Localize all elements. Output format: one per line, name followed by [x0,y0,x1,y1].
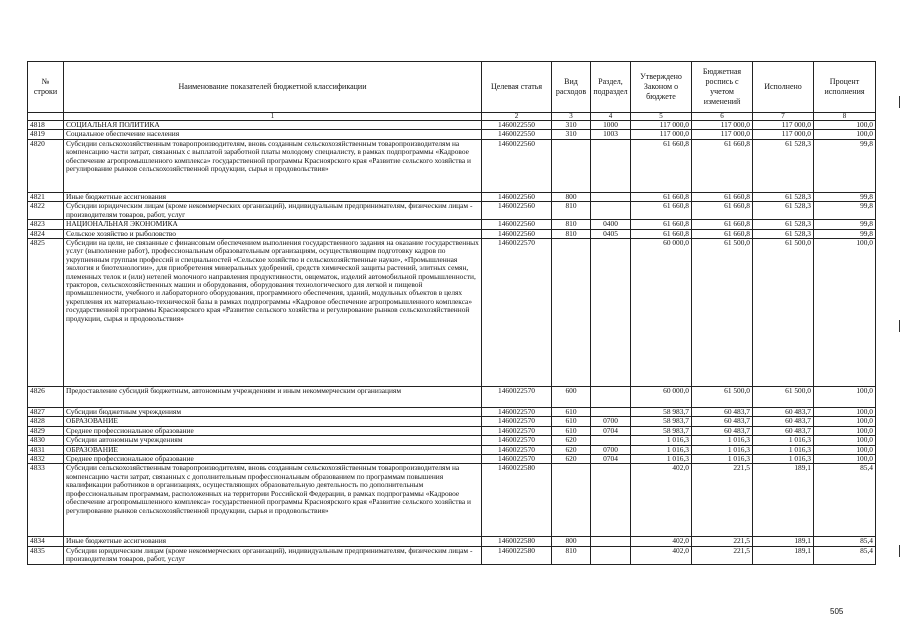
percent-cell: 99,8 [814,220,876,229]
row-number-cell: 4821 [28,192,64,201]
percent-cell: 100,0 [814,387,876,408]
section-cell [591,239,631,387]
table-row [28,537,876,546]
expense-type-cell: 810 [552,229,591,238]
table-row [28,239,876,387]
section-cell: 0400 [591,220,631,229]
budget-table [27,61,876,565]
indicator-name-cell: Сельское хозяйство и рыболовство [64,229,482,238]
section-cell: 1003 [591,130,631,139]
section-cell [591,408,631,417]
approved-amount-cell: 117 000,0 [631,121,692,130]
budget-schedule-cell: 61 660,8 [692,229,753,238]
row-number-cell: 4819 [28,130,64,139]
expense-type-cell: 800 [552,537,591,546]
table-header [28,62,876,121]
section-cell: 0704 [591,455,631,464]
indicator-name-cell: Субсидии на цели, не связанные с финансовым обеспечением выполнения государственного задания на оказание государственных услуг (выполнение работ), профессиональным образовательным организациям, осуществляющим подготовку кадров по укрупненным группам профессий и специальностей «Сельское хозяйство и сельскохозяйственные науки», «Промышленная экология и биотехнологии», для приобретения минеральных удобрений, средств химической защиты растений, элитных семян, племенных телок и (или) нетелей молочного направления продуктивности, овцематок, изделий автомобильной промышленности, тракторов, сельскохозяйственных машин и оборудования, оборудования технологического для легкой и пищевой промышленности, учебного и лабораторного оборудования, программного обеспечения, зданий, модульных объектов в целях укрепления их материально-технической базы в рамках подпрограммы «Кадровое обеспечение агропромышленного комплекса» государственной программы Красноярского края «Развитие сельского хозяйства и регулирование рынков сельскохозяйственной продукции, сырья и продовольствия» [64,239,482,387]
target-article-cell: 1460022580 [482,546,552,564]
section-cell [591,387,631,408]
indicator-name-cell: Субсидии сельскохозяйственным товаропроизводителям, вновь созданным сельскохозяйственным товаропроизводителям на компенсацию части затрат, связанных с выплатой заработной платы молодому специалисту, в рамках подпрограммы «Кадровое обеспечение агропромышленного комплекса» государственной программы Красноярского края «Развитие сельского хозяйства и регулирование рынков сельскохозяйственной продукции, сырья и продовольствия» [64,139,482,192]
target-article-cell: 1460022570 [482,426,552,435]
indicator-name-cell: Субсидии юридическим лицам (кроме некоммерческих организаций), индивидуальным предпринимателям, физическим лицам - производителям товаров, работ, услуг [64,546,482,564]
percent-cell: 100,0 [814,426,876,435]
budget-schedule-cell: 221,5 [692,464,753,537]
target-article-cell: 1460022570 [482,455,552,464]
header-percent: Процент исполнения [814,62,876,113]
column-number: 4 [591,113,631,121]
row-number-cell: 4823 [28,220,64,229]
column-number: 6 [692,113,753,121]
header-target-article: Целевая статья [482,62,552,113]
percent-cell: 85,4 [814,464,876,537]
section-cell [591,464,631,537]
section-cell [591,537,631,546]
expense-type-cell: 610 [552,408,591,417]
percent-cell: 85,4 [814,546,876,564]
table-row [28,229,876,238]
header-section: Раздел, подраздел [591,62,631,113]
budget-schedule-cell: 61 500,0 [692,239,753,387]
percent-cell: 100,0 [814,436,876,445]
approved-amount-cell: 1 016,3 [631,455,692,464]
table-row [28,130,876,139]
budget-schedule-cell: 221,5 [692,537,753,546]
target-article-cell: 1460022570 [482,387,552,408]
table-row [28,139,876,192]
header-row-number: № строки [28,62,64,113]
table-row [28,202,876,220]
section-cell [591,192,631,201]
executed-amount-cell: 117 000,0 [753,121,814,130]
percent-cell: 99,8 [814,139,876,192]
row-number-cell: 4824 [28,229,64,238]
table-row [28,121,876,130]
section-cell [591,139,631,192]
margin-mark [899,320,900,332]
target-article-cell: 1460022550 [482,121,552,130]
approved-amount-cell: 61 660,8 [631,229,692,238]
indicator-name-cell: Среднее профессиональное образование [64,455,482,464]
approved-amount-cell: 61 660,8 [631,139,692,192]
target-article-cell: 1460022560 [482,202,552,220]
target-article-cell: 1460022570 [482,445,552,454]
expense-type-cell: 310 [552,130,591,139]
budget-schedule-cell: 61 500,0 [692,387,753,408]
approved-amount-cell: 402,0 [631,464,692,537]
row-number-cell: 4829 [28,426,64,435]
table-row [28,417,876,426]
column-number: 2 [482,113,552,121]
indicator-name-cell: Субсидии бюджетным учреждениям [64,408,482,417]
expense-type-cell: 310 [552,121,591,130]
target-article-cell: 1460022570 [482,408,552,417]
executed-amount-cell: 60 483,7 [753,408,814,417]
target-article-cell: 1460022580 [482,537,552,546]
row-number-cell: 4822 [28,202,64,220]
expense-type-cell: 600 [552,387,591,408]
column-number: 7 [753,113,814,121]
budget-schedule-cell: 61 660,8 [692,202,753,220]
table-row [28,408,876,417]
executed-amount-cell: 61 528,3 [753,192,814,201]
column-number: 3 [552,113,591,121]
percent-cell: 99,8 [814,202,876,220]
approved-amount-cell: 58 983,7 [631,417,692,426]
percent-cell: 100,0 [814,455,876,464]
budget-schedule-cell: 61 660,8 [692,220,753,229]
indicator-name-cell: Среднее профессиональное образование [64,426,482,435]
target-article-cell: 1460022560 [482,192,552,201]
expense-type-cell: 620 [552,455,591,464]
table-row [28,426,876,435]
page-number: 505 [830,607,844,616]
row-number-cell: 4826 [28,387,64,408]
section-cell: 0704 [591,426,631,435]
percent-cell: 99,8 [814,192,876,201]
table-row [28,387,876,408]
budget-schedule-cell: 61 660,8 [692,139,753,192]
row-number-cell: 4832 [28,455,64,464]
approved-amount-cell: 117 000,0 [631,130,692,139]
executed-amount-cell: 61 528,3 [753,202,814,220]
expense-type-cell [552,139,591,192]
percent-cell: 100,0 [814,408,876,417]
budget-schedule-cell: 61 660,8 [692,192,753,201]
expense-type-cell: 810 [552,220,591,229]
expense-type-cell: 610 [552,417,591,426]
column-number: 5 [631,113,692,121]
indicator-name-cell: Субсидии автономным учреждениям [64,436,482,445]
percent-cell: 100,0 [814,445,876,454]
section-cell [591,436,631,445]
indicator-name-cell: Иные бюджетные ассигнования [64,192,482,201]
budget-schedule-cell: 1 016,3 [692,455,753,464]
row-number-cell: 4833 [28,464,64,537]
budget-schedule-cell: 117 000,0 [692,121,753,130]
approved-amount-cell: 402,0 [631,546,692,564]
approved-amount-cell: 60 000,0 [631,387,692,408]
executed-amount-cell: 1 016,3 [753,445,814,454]
executed-amount-cell: 1 016,3 [753,455,814,464]
table-body [28,121,876,565]
indicator-name-cell: Субсидии сельскохозяйственным товаропроизводителям, вновь созданным сельскохозяйственным товаропроизводителям на компенсацию части затрат, связанных с дополнительным профессиональным образованием по программам повышения квалификации работников в организациях, осуществляющих образовательную деятельность по дополнительным профессиональным программам, расположенных на территории Российской Федерации, в рамках подпрограммы «Кадровое обеспечение агропромышленного комплекса» государственной программы Красноярского края «Развитие сельского хозяйства и регулирование рынков сельскохозяйственной продукции, сырья и продовольствия» [64,464,482,537]
section-cell: 1000 [591,121,631,130]
expense-type-cell [552,464,591,537]
percent-cell: 100,0 [814,121,876,130]
indicator-name-cell: СОЦИАЛЬНАЯ ПОЛИТИКА [64,121,482,130]
table-row [28,220,876,229]
expense-type-cell: 620 [552,445,591,454]
executed-amount-cell: 60 483,7 [753,417,814,426]
table-row [28,546,876,564]
approved-amount-cell: 58 983,7 [631,408,692,417]
expense-type-cell: 800 [552,192,591,201]
executed-amount-cell: 61 528,3 [753,139,814,192]
expense-type-cell [552,239,591,387]
executed-amount-cell: 189,1 [753,537,814,546]
header-executed: Исполнено [753,62,814,113]
row-number-cell: 4818 [28,121,64,130]
table-row [28,436,876,445]
budget-schedule-cell: 60 483,7 [692,426,753,435]
budget-schedule-cell: 117 000,0 [692,130,753,139]
executed-amount-cell: 61 528,3 [753,220,814,229]
indicator-name-cell: ОБРАЗОВАНИЕ [64,445,482,454]
approved-amount-cell: 402,0 [631,537,692,546]
indicator-name-cell: ОБРАЗОВАНИЕ [64,417,482,426]
header-expense-type: Вид расходов [552,62,591,113]
row-number-cell: 4825 [28,239,64,387]
table-row [28,445,876,454]
header-approved: Утверждено Законом о бюджете [631,62,692,113]
percent-cell: 100,0 [814,417,876,426]
row-number-cell: 4820 [28,139,64,192]
executed-amount-cell: 61 500,0 [753,387,814,408]
executed-amount-cell: 61 528,3 [753,229,814,238]
expense-type-cell: 610 [552,426,591,435]
expense-type-cell: 810 [552,546,591,564]
percent-cell: 100,0 [814,239,876,387]
indicator-name-cell: Предоставление субсидий бюджетным, автономным учреждениям и иным некоммерческим организациям [64,387,482,408]
approved-amount-cell: 61 660,8 [631,220,692,229]
indicator-name-cell: Иные бюджетные ассигнования [64,537,482,546]
row-number-cell: 4835 [28,546,64,564]
section-cell [591,546,631,564]
budget-schedule-cell: 60 483,7 [692,408,753,417]
margin-mark [899,545,900,557]
target-article-cell: 1460022570 [482,436,552,445]
approved-amount-cell: 58 983,7 [631,426,692,435]
target-article-cell: 1460022560 [482,139,552,192]
target-article-cell: 1460022570 [482,239,552,387]
table-row [28,455,876,464]
percent-cell: 85,4 [814,537,876,546]
section-cell: 0700 [591,445,631,454]
row-number-cell: 4831 [28,445,64,454]
approved-amount-cell: 1 016,3 [631,436,692,445]
budget-schedule-cell: 1 016,3 [692,445,753,454]
approved-amount-cell: 60 000,0 [631,239,692,387]
approved-amount-cell: 61 660,8 [631,202,692,220]
indicator-name-cell: Субсидии юридическим лицам (кроме некоммерческих организаций), индивидуальным предпринимателям, физическим лицам - производителям товаров, работ, услуг [64,202,482,220]
executed-amount-cell: 189,1 [753,464,814,537]
indicator-name-cell: Социальное обеспечение населения [64,130,482,139]
target-article-cell: 1460022560 [482,229,552,238]
budget-schedule-cell: 221,5 [692,546,753,564]
executed-amount-cell: 1 016,3 [753,436,814,445]
row-number-cell: 4834 [28,537,64,546]
target-article-cell: 1460022570 [482,417,552,426]
section-cell: 0405 [591,229,631,238]
row-number-cell: 4828 [28,417,64,426]
expense-type-cell: 810 [552,202,591,220]
approved-amount-cell: 61 660,8 [631,192,692,201]
column-number: 8 [814,113,876,121]
percent-cell: 99,8 [814,229,876,238]
percent-cell: 100,0 [814,130,876,139]
section-cell: 0700 [591,417,631,426]
table-row [28,464,876,537]
executed-amount-cell: 117 000,0 [753,130,814,139]
column-number: 1 [64,113,482,121]
approved-amount-cell: 1 016,3 [631,445,692,454]
row-number-cell: 4827 [28,408,64,417]
budget-schedule-cell: 1 016,3 [692,436,753,445]
table-row [28,192,876,201]
header-budget-schedule: Бюджетная роспись с учетом изменений [692,62,753,113]
header-indicator-name: Наименование показателей бюджетной классификации [64,62,482,113]
target-article-cell: 1460022550 [482,130,552,139]
column-number-row [28,113,876,121]
executed-amount-cell: 60 483,7 [753,426,814,435]
indicator-name-cell: НАЦИОНАЛЬНАЯ ЭКОНОМИКА [64,220,482,229]
executed-amount-cell: 189,1 [753,546,814,564]
section-cell [591,202,631,220]
target-article-cell: 1460022580 [482,464,552,537]
margin-mark [899,96,900,108]
target-article-cell: 1460022560 [482,220,552,229]
budget-schedule-cell: 60 483,7 [692,417,753,426]
executed-amount-cell: 61 500,0 [753,239,814,387]
row-number-cell: 4830 [28,436,64,445]
expense-type-cell: 620 [552,436,591,445]
